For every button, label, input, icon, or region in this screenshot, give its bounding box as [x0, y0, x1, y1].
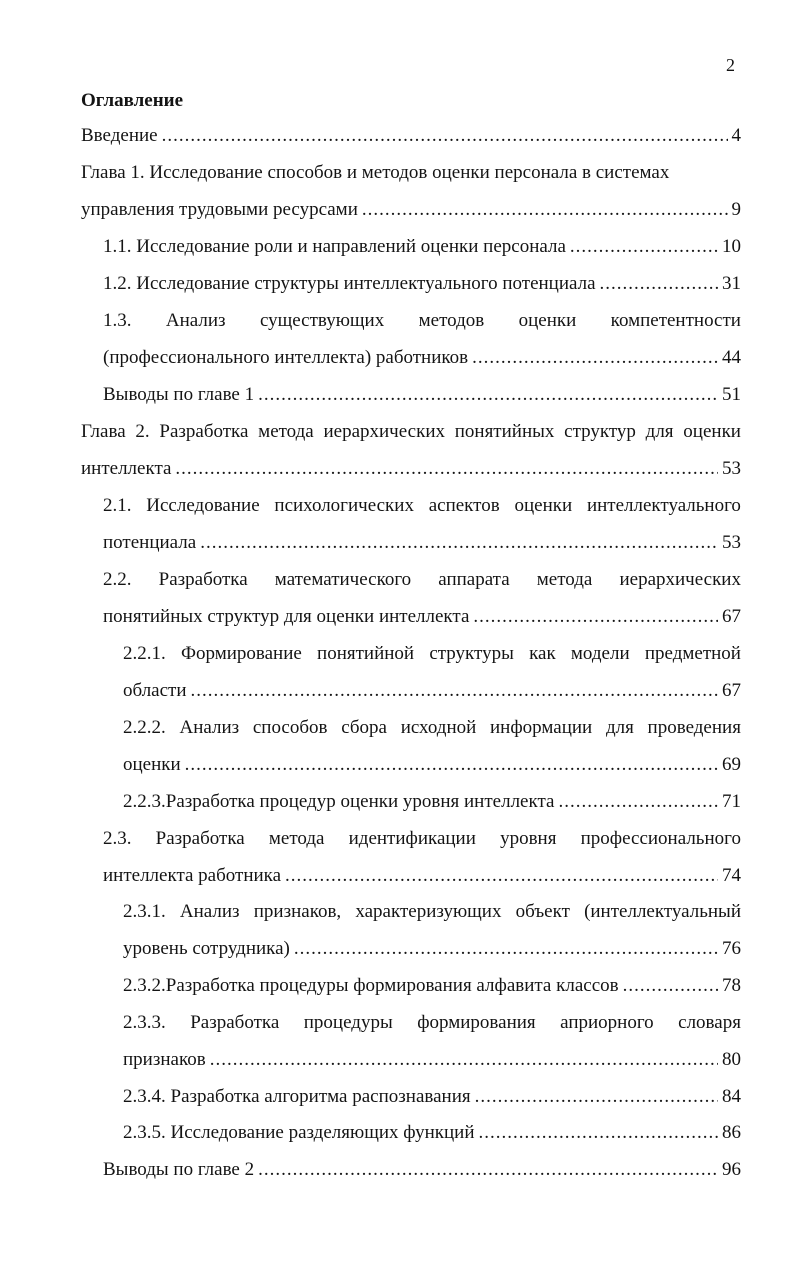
leader-dots [600, 272, 718, 296]
leader-dots [162, 124, 728, 148]
toc-entry-section-2-2-3[interactable] [123, 790, 741, 814]
toc-entry-page: 67 [722, 606, 741, 627]
toc-entry-page: 84 [722, 1086, 741, 1107]
toc-entry-title: интеллекта [81, 458, 172, 479]
leader-dots [623, 974, 718, 998]
toc-entry-section-1-1[interactable] [103, 235, 741, 259]
toc-entry-title: Выводы по главе 2 [103, 1159, 255, 1180]
toc-entry-title-line: Глава 1. Исследование способов и методов оценки персонала в системах [81, 162, 670, 183]
toc-entry-title: 2.3.4. Разработка алгоритма распознавания [123, 1086, 471, 1107]
page-number: 2 [726, 55, 735, 75]
leader-dots [258, 1158, 718, 1182]
toc-entry-page: 78 [722, 975, 741, 996]
toc-entry-title-line: 2.3.3. Разработка процедуры формирования априорного словаря [123, 1012, 741, 1033]
toc-entry-page: 53 [722, 532, 741, 553]
toc-entry-section-2-3-2[interactable] [123, 974, 741, 998]
toc-entry-title-line: 1.3. Анализ существующих методов оценки компетентности [103, 310, 741, 331]
toc-entry-title: Введение [81, 125, 158, 146]
leader-dots [473, 605, 718, 629]
toc-entry-page: 44 [722, 347, 741, 368]
toc-entry-title: 2.3.5. Исследование разделяющих функций [123, 1122, 475, 1143]
toc-entry-title: 1.2. Исследование структуры интеллектуального потенциала [103, 273, 596, 294]
toc-entry-section-1-2[interactable] [103, 272, 741, 296]
toc-entry-title: потенциала [103, 532, 197, 553]
toc-entry-page: 67 [722, 680, 741, 701]
leader-dots [258, 383, 718, 407]
toc-entry-chapter-1-conclusions[interactable] [103, 383, 741, 407]
toc-entry-title-line: 2.2. Разработка математического аппарата метода иерархических [103, 569, 741, 590]
toc-entry-title: управления трудовыми ресурсами [81, 199, 358, 220]
toc-entry-title-line: 2.3.1. Анализ признаков, характеризующих объект (интеллектуальный [123, 901, 741, 922]
leader-dots [558, 790, 718, 814]
toc-entry-page: 76 [722, 938, 741, 959]
toc-entry-title: 2.2.3.Разработка процедур оценки уровня интеллекта [123, 791, 555, 812]
toc-entry-page: 51 [722, 384, 741, 405]
toc-entry-title: 1.1. Исследование роли и направлений оценки персонала [103, 236, 566, 257]
leader-dots [175, 457, 718, 481]
toc-entry-section-2-3-4[interactable] [123, 1085, 741, 1109]
leader-dots [294, 937, 718, 961]
toc-entry-page: 86 [722, 1122, 741, 1143]
toc-entry-page: 69 [722, 754, 741, 775]
toc-entry-title-line: Глава 2. Разработка метода иерархических понятийных структур для оценки [81, 421, 741, 442]
toc-entry-intro[interactable] [81, 124, 741, 148]
toc-entry-page: 80 [722, 1049, 741, 1070]
leader-dots [285, 864, 718, 888]
toc-entry-page: 96 [722, 1159, 741, 1180]
toc-entry-title-line: 2.2.1. Формирование понятийной структуры как модели предметной [123, 643, 741, 664]
leader-dots [210, 1048, 718, 1072]
toc-entry-page: 9 [731, 199, 741, 220]
leader-dots [185, 753, 718, 777]
toc-entry-title-line: 2.2.2. Анализ способов сбора исходной информации для проведения [123, 717, 741, 738]
toc-entry-title: уровень сотрудника) [123, 938, 290, 959]
leader-dots [362, 198, 728, 222]
toc-entry-title: понятийных структур для оценки интеллекта [103, 606, 470, 627]
toc-entry-title: 2.3.2.Разработка процедуры формирования алфавита классов [123, 975, 619, 996]
toc-entry-title: Выводы по главе 1 [103, 384, 255, 405]
toc-entry-page: 4 [731, 125, 741, 146]
toc-entry-page: 71 [722, 791, 741, 812]
toc-entry-title: интеллекта работника [103, 865, 282, 886]
toc-entry-section-2-3-5[interactable] [123, 1121, 741, 1145]
toc-entry-page: 53 [722, 458, 741, 479]
leader-dots [472, 346, 718, 370]
toc-entry-title: признаков [123, 1049, 206, 1070]
toc-entry-title: (профессионального интеллекта) работников [103, 347, 469, 368]
toc-heading: Оглавление [81, 90, 184, 111]
toc-entry-title-line: 2.3. Разработка метода идентификации уровня профессионального [103, 828, 741, 849]
toc-entry-page: 74 [722, 865, 741, 886]
toc-entry-title: области [123, 680, 187, 701]
leader-dots [200, 531, 718, 555]
leader-dots [570, 235, 718, 259]
toc-entry-title: оценки [123, 754, 181, 775]
toc-entry-title-line: 2.1. Исследование психологических аспектов оценки интеллектуального [103, 495, 741, 516]
leader-dots [475, 1085, 718, 1109]
leader-dots [479, 1121, 719, 1145]
toc-entry-page: 31 [722, 273, 741, 294]
leader-dots [191, 679, 718, 703]
toc-entry-page: 10 [722, 236, 741, 257]
toc-entry-chapter-2-conclusions[interactable] [103, 1158, 741, 1182]
